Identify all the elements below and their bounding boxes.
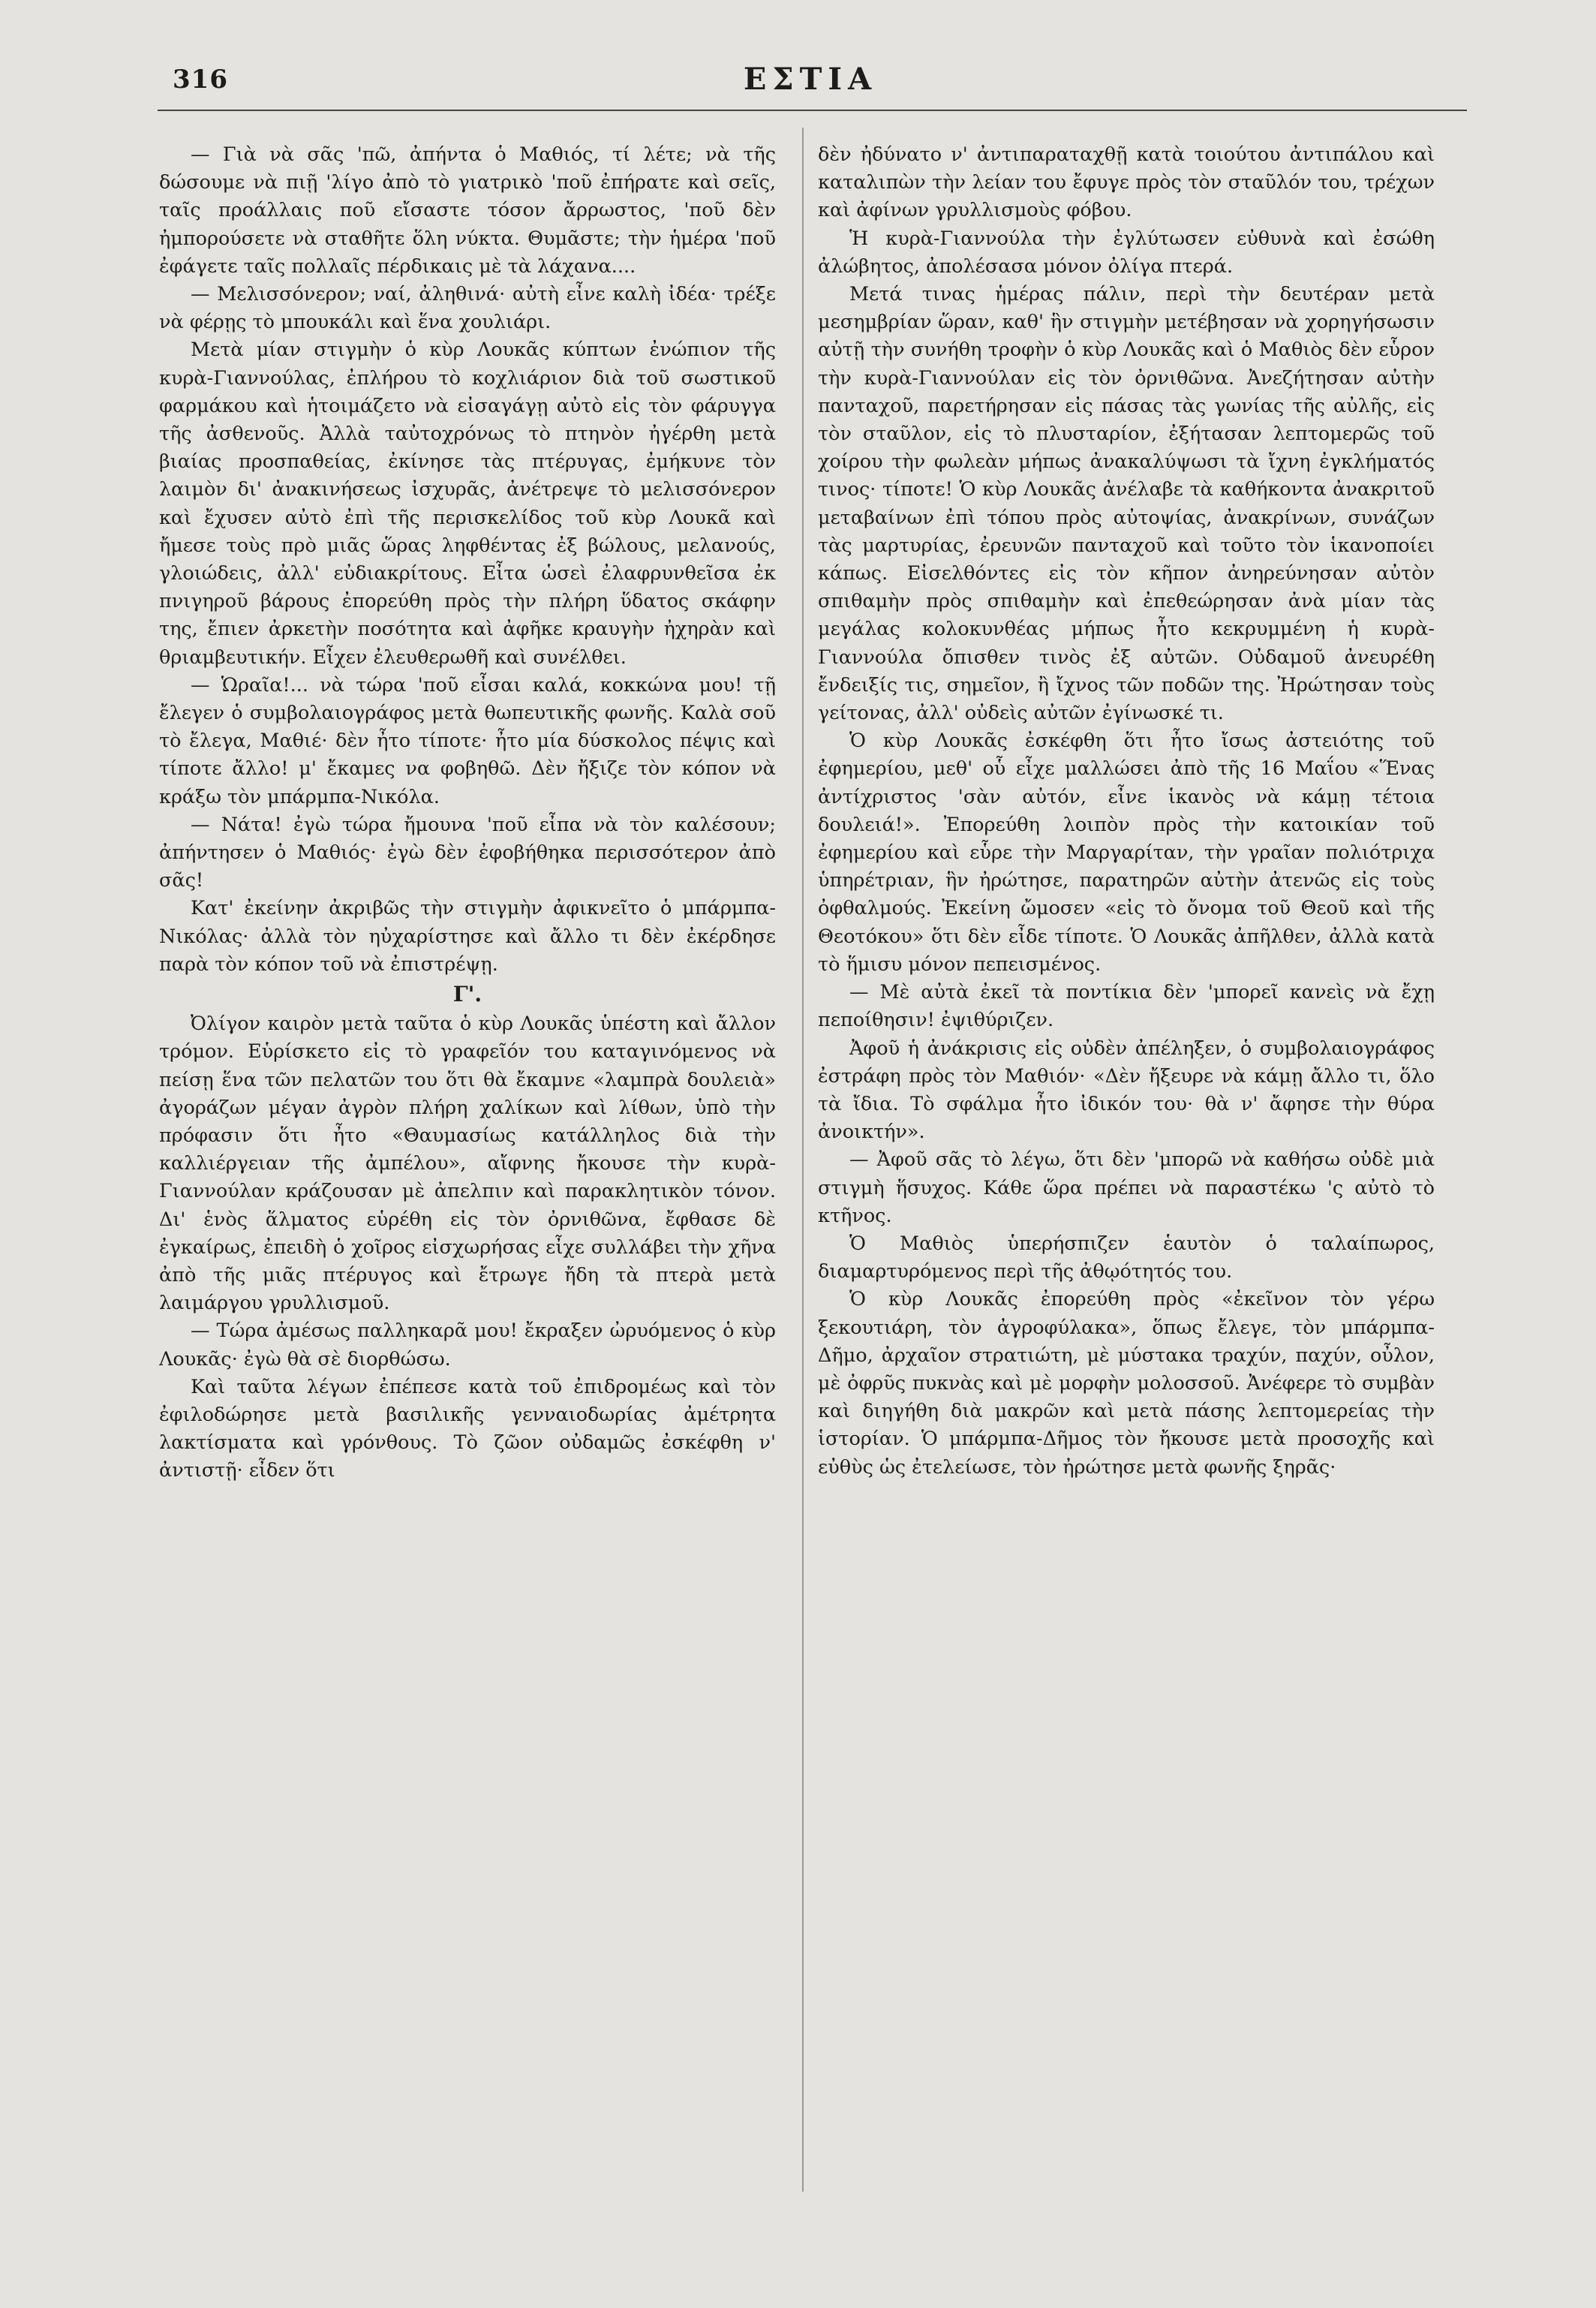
paragraph: Κατ' ἐκείνην ἀκριβῶς τὴν στιγμὴν ἀφικνεῖτο ὁ μπάρμπα-Νικόλας· ἀλλὰ τὸν ηὐχαρίστησε καὶ ἄλλο τι δὲν ἐκέρδησε παρὰ τὸν κόπον τοῦ νὰ ἐπιστρέψῃ.: [159, 897, 776, 976]
page-header: [173, 62, 1448, 107]
paragraph: Μετὰ μίαν στιγμὴν ὁ κὺρ Λουκᾶς κύπτων ἐνώπιον τῆς κυρὰ-Γιαννούλας, ἐπλήρου τὸ κοχλιάριον διὰ τοῦ σωστικοῦ φαρμάκου καὶ ἡτοιμάζετο νὰ εἰσαγάγῃ αὐτὸ εἰς τὸν φάρυγγα τῆς ἀσθενοῦς. Ἀλλὰ ταὐτοχρόνως τὸ πτηνὸν ἠγέρθη μετὰ βιαίας προσπαθείας, ἐκίνησε τὰς πτέρυγας, ἐμήκυνε τὸν λαιμὸν δι' ἀνακινήσεως ἰσχυρᾶς, ἀνέτρεψε τὸ μελισσόνερον καὶ ἔχυσεν αὐτὸ ἐπὶ τῆς περισκελίδος τοῦ κὺρ Λουκᾶ καὶ ἤμεσε τοὺς πρὸ μιᾶς ὥρας ληφθέντας ἐξ βώλους, μελανούς, γλοιώδεις, ἀλλ' εὐδιακρίτους. Εἶτα ὡσεὶ ἐλαφρυνθεῖσα ἐκ πνιγηροῦ βάρους ἐπορεύθη πρὸς τὴν πλήρη ὕδατος σκάφην της, ἔπιεν ἀρκετὴν ποσότητα καὶ ἀφῆκε κραυγὴν ἠχηρὰν καὶ θριαμβευτικήν. Εἶχεν ἐλευθερωθῆ καὶ συνέλθει.: [159, 339, 776, 669]
paragraph: Ἡ κυρὰ-Γιαννούλα τὴν ἐγλύτωσεν εὐθυνὰ καὶ ἐσώθη ἀλώβητος, ἀπολέσασα μόνον ὀλίγα πτερά.: [818, 227, 1435, 278]
paragraph: Καὶ ταῦτα λέγων ἐπέπεσε κατὰ τοῦ ἐπιδρομέως καὶ τὸν ἐφιλοδώρησε μετὰ βασιλικῆς γενναιοδωρίας ἀμέτρητα λακτίσματα καὶ γρόνθους. Τὸ ζῶον οὐδαμῶς ἐσκέφθη ν' ἀντιστῇ· εἶδεν ὅτι: [159, 1375, 776, 1482]
paragraph: — Νάτα! ἐγὼ τώρα ἤμουνα 'ποῦ εἶπα νὰ τὸν καλέσουν; ἀπήντησεν ὁ Μαθιός· ἐγὼ δὲν ἐφοβήθηκα περισσότερον ἀπὸ σᾶς!: [159, 813, 776, 892]
paragraph: Ὁ κὺρ Λουκᾶς ἐσκέφθη ὅτι ἦτο ἴσως ἀστειότης τοῦ ἐφημερίου, μεθ' οὗ εἶχε μαλλώσει ἀπὸ τῆς 16 Μαΐου «Ἕνας ἀντίχριστος 'σὰν αὐτόν, εἶνε ἱκανὸς νὰ κάμῃ τέτοια δουλειά!». Ἐπορεύθη λοιπὸν πρὸς τὴν κατοικίαν τοῦ ἐφημερίου καὶ εὗρε τὴν Μαργαρίταν, τὴν γραῖαν πολιότριχα ὑπηρέτριαν, ἣν ἠρώτησε, παρατηρῶν αὐτὴν ἀτενῶς εἰς τοὺς ὀφθαλμούς. Ἐκείνη ὤμοσεν «εἰς τὸ ὄνομα τοῦ Θεοῦ καὶ τῆς Θεοτόκου» ὅτι δὲν εἶδε τίποτε. Ὁ Λουκᾶς ἀπῆλθεν, ἀλλὰ κατὰ τὸ ἥμισυ μόνον πεπεισμένος.: [818, 730, 1435, 976]
page-number: 316: [173, 65, 228, 95]
paragraph: Ὀλίγον καιρὸν μετὰ ταῦτα ὁ κὺρ Λουκᾶς ὑπέστη καὶ ἄλλον τρόμον. Εὑρίσκετο εἰς τὸ γραφεῖόν του καταγινόμενος νὰ πείσῃ ἕνα τῶν πελατῶν του ὅτι θὰ ἔκαμνε «λαμπρὰ δουλειὰ» ἀγοράζων μέγαν ἀγρὸν πλήρη χαλίκων καὶ λίθων, ὑπὸ τὴν πρόφασιν ὅτι ἦτο «Θαυμασίως κατάλληλος διὰ τὴν καλλιέργειαν τῆς ἀμπέλου», αἴφνης ἤκουσε τὴν κυρὰ-Γιαννούλαν κράζουσαν μὲ ἀπελπιν καὶ παρακλητικὸν τόνον. Δι' ἑνὸς ἅλματος εὑρέθη εἰς τὸν ὀρνιθῶνα, ἔφθασε δὲ ἐγκαίρως, ἐπειδὴ ὁ χοῖρος εἰσχωρήσας εἶχε συλλάβει τὴν χῆνα ἀπὸ τῆς μιᾶς πτέρυγος καὶ ἔτρωγε ἤδη τὰ πτερὰ μετὰ λαιμάργου γρυλλισμοῦ.: [159, 1013, 776, 1315]
paragraph: — Ἀφοῦ σᾶς τὸ λέγω, ὅτι δὲν 'μπορῶ νὰ καθήσω οὐδὲ μιὰ στιγμὴ ἥσυχος. Κάθε ὥρα πρέπει νὰ παραστέκω 'ς αὐτὸ τὸ κτῆνος.: [818, 1148, 1435, 1227]
paragraph: — Μελισσόνερον; ναί, ἀληθινά· αὐτὴ εἶνε καλὴ ἰδέα· τρέξε νὰ φέρῃς τὸ μπουκάλι καὶ ἕνα χουλιάρι.: [159, 283, 776, 334]
paragraph: Ὁ κὺρ Λουκᾶς ἐπορεύθη πρὸς «ἐκεῖνον τὸν γέρω ξεκουτιάρη, τὸν ἀγροφύλακα», ὅπως ἔλεγε, τὸν μπάρμπα-Δῆμο, ἀρχαῖον στρατιώτη, μὲ μύστακα τραχύν, παχύν, οὖλον, μὲ ὀφρῦς πυκνὰς καὶ μὲ μορφὴν μολοσσοῦ. Ἀνέφερε τὸ συμβὰν καὶ διηγήθη διὰ μακρῶν καὶ μετὰ πάσης λεπτομερείας τὴν ἱστορίαν. Ὁ μπάρμπα-Δῆμος τὸν ἤκουσε μετὰ προσοχῆς καὶ εὐθὺς ὡς ἐτελείωσε, τὸν ἠρώτησε μετὰ φωνῆς ξηρᾶς·: [818, 1288, 1435, 1479]
column-divider: [802, 128, 804, 2192]
paragraph: Ἀφοῦ ἡ ἀνάκρισις εἰς οὐδὲν ἀπέληξεν, ὁ συμβολαιογράφος ἐστράφη πρὸς τὸν Μαθιόν· «Δὲν ἤξευρε νὰ κάμῃ ἄλλο τι, ὅλο τὰ ἴδια. Τὸ σφάλμα ἦτο ἰδικόν του· θὰ ν' ἄφησε τὴν θύρα ἀνοικτήν».: [818, 1037, 1435, 1144]
paragraph: — Μὲ αὐτὰ ἐκεῖ τὰ ποντίκια δὲν 'μπορεῖ κανεὶς νὰ ἔχῃ πεποίθησιν! ἐψιθύριζεν.: [818, 981, 1435, 1032]
paragraph: — Ὡραῖα!... νὰ τώρα 'ποῦ εἶσαι καλά, κοκκώνα μου! τῇ ἔλεγεν ὁ συμβολαιογράφος μετὰ θωπευτικῆς φωνῆς. Καλὰ σοῦ τὸ ἔλεγα, Μαθιέ· δὲν ἦτο τίποτε· ἦτο μία δύσκολος πέψις καὶ τίποτε ἄλλο! μ' ἔκαμες να φοβηθῶ. Δὲν ἤξιζε τὸν κόπον νὰ κράξω τὸν μπάρμπα-Νικόλα.: [159, 673, 776, 808]
running-title: ΕΣΤΙΑ: [743, 62, 878, 97]
paragraph: δὲν ἠδύνατο ν' ἀντιπαραταχθῇ κατὰ τοιούτου ἀντιπάλου καὶ καταλιπὼν τὴν λείαν του ἔφυγε πρὸς τὸν σταῦλόν του, τρέχων καὶ ἀφίνων γρυλλισμοὺς φόβου.: [818, 143, 1435, 222]
paragraph: Μετά τινας ἡμέρας πάλιν, περὶ τὴν δευτέραν μετὰ μεσημβρίαν ὥραν, καθ' ἣν στιγμὴν μετέβησαν νὰ χορηγήσωσιν αὐτῇ τὴν συνήθη τροφὴν ὁ κὺρ Λουκᾶς καὶ ὁ Μαθιὸς δὲν εὗρον τὴν κυρὰ-Γιαννούλαν εἰς τὸν ὀρνιθῶνα. Ἀνεζήτησαν αὐτὴν πανταχοῦ, παρετήρησαν εἰς πάσας τὰς γωνίας τῆς αὐλῆς, εἰς τὸν σταῦλον, εἰς τὸ πλυσταρίον, ἐξήτασαν λεπτομερῶς τοῦ χοίρου τὴν φωλεὰν μήπως ἀνακαλύψωσι τὰ ἴχνη ἐγκλήματός τινος· τίποτε! Ὁ κὺρ Λουκᾶς ἀνέλαβε τὰ καθήκοντα ἀνακριτοῦ μεταβαίνων ἐπὶ τόπου πρὸς αὐτοψίας, ἀνακρίνων, συνάζων τὰς μαρτυρίας, ἐρευνῶν πανταχοῦ καὶ τοῦτο τὸν ἱκανοποίει κάπως. Εἰσελθόντες εἰς τὸν κῆπον ἀνηρεύνησαν αὐτὸν σπιθαμὴν πρὸς σπιθαμὴν καὶ ἐπεθεώρησαν ἀνὰ μίαν τὰς μεγάλας κολοκυνθέας μήπως ἦτο κεκρυμμένη ἡ κυρὰ-Γιαννούλα ὄπισθεν τινὸς ἐξ αὐτῶν. Οὐδαμοῦ ἀνευρέθη ἔνδειξίς τις, σημεῖον, ἢ ἴχνος τῶν ποδῶν της. Ἠρώτησαν τοὺς γείτονας, ἀλλ' οὐδεὶς αὐτῶν ἐγίνωσκέ τι.: [818, 283, 1435, 725]
paragraph: — Γιὰ νὰ σᾶς 'πῶ, ἀπήντα ὁ Μαθιός, τί λέτε; νὰ τῆς δώσουμε νὰ πιῇ 'λίγο ἀπὸ τὸ γιατρικὸ 'ποῦ ἐπήρατε καὶ σεῖς, ταῖς προάλλαις ποῦ εἴσαστε τόσον ἄρρωστος, 'ποῦ δὲν ἠμπορούσετε νὰ σταθῆτε ὅλη νύκτα. Θυμᾶστε; τὴν ἡμέρα 'ποῦ ἐφάγετε ταῖς πολλαῖς πέρδικαις μὲ τὰ λάχανα....: [159, 143, 776, 278]
header-rule: [158, 110, 1467, 111]
paragraph: — Τώρα ἀμέσως παλληκαρᾶ μου! ἔκραξεν ὠρυόμενος ὁ κὺρ Λουκᾶς· ἐγὼ θὰ σὲ διορθώσω.: [159, 1320, 776, 1371]
right-column: [818, 141, 1435, 2205]
section-mark: Γ'.: [452, 982, 482, 1007]
paragraph: Ὁ Μαθιὸς ὑπερήσπιζεν ἑαυτὸν ὁ ταλαίπωρος, διαμαρτυρόμενος περὶ τῆς ἀθῳότητός του.: [818, 1232, 1435, 1283]
left-column: [159, 141, 776, 2205]
